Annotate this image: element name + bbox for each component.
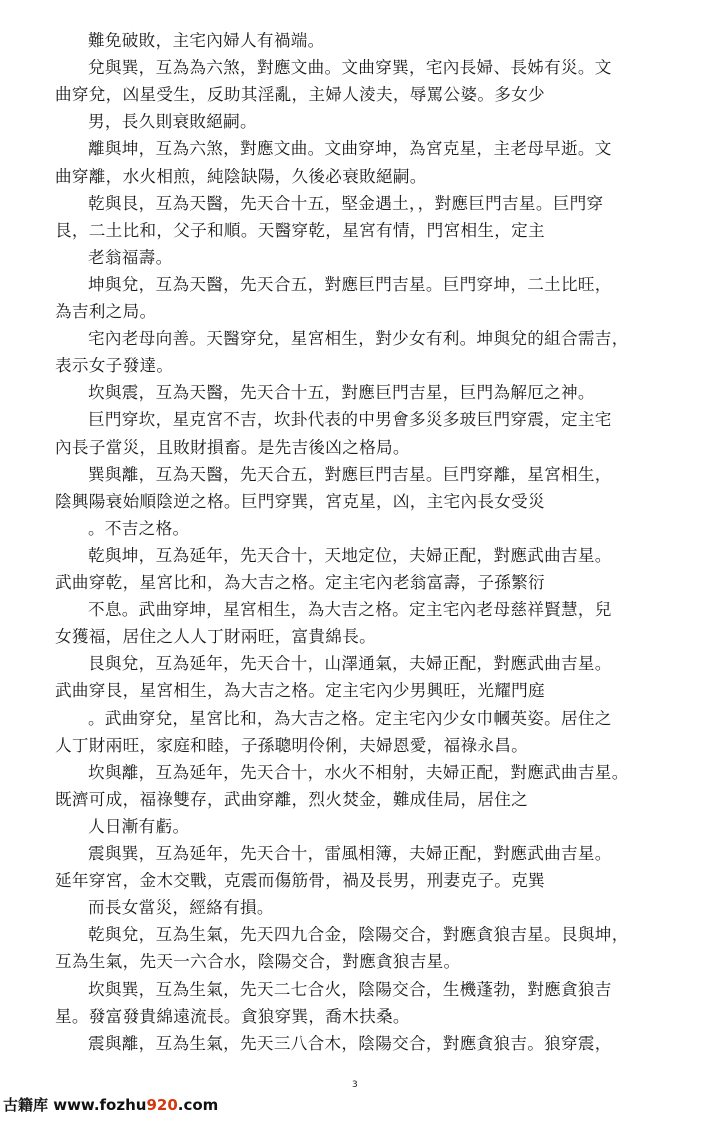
text-line: 。不吉之格。 bbox=[88, 518, 190, 538]
text-line: 。武曲穿兌，星宮比和，為大吉之格。定主宅內少女巾幗英姿。居住之 bbox=[88, 708, 612, 728]
watermark-number: 920 bbox=[146, 1096, 178, 1114]
text-line: 曲穿兌，凶星受生，反助其淫亂，主婦人淩夫，辱罵公婆。多女少 bbox=[55, 85, 545, 105]
text-line: 女獲福，居住之人人丁財兩旺，富貴綿長。 bbox=[55, 627, 376, 647]
text-line: 武曲穿乾，星宮比和，為大吉之格。定主宅內老翁富壽，子孫繁衍 bbox=[55, 573, 545, 592]
text-line: 艮與兌，互為延年，先天合十，山澤通氣，夫婦正配，對應武曲吉星。 bbox=[88, 654, 612, 674]
text-line: 武曲穿艮，星宮相生，為大吉之格。定主宅內少男興旺，光耀門庭 bbox=[55, 681, 545, 701]
text-line: 巽與離，互為天醫，先天合五，對應巨門吉星。巨門穿離，星宮相生， bbox=[88, 464, 612, 484]
text-line: 曲穿離，水火相煎，純陰缺陽，久後必衰敗絕嗣。 bbox=[55, 166, 427, 186]
text-line: 既濟可成，福祿雙存，武曲穿離，烈火焚金，難成佳局，居住之 bbox=[55, 789, 529, 809]
text-line: 宅內老母向善。天醫穿兌，星宮相生，對少女有利。坤與兌的組合需吉， bbox=[88, 329, 629, 349]
text-line: 延年穿宮，金木交戰，克震而傷筋骨，禍及長男，刑妻克子。克巽 bbox=[55, 871, 545, 891]
text-line: 人丁財兩旺，家庭和睦，子孫聰明伶俐，夫婦恩愛，福祿永昌。 bbox=[55, 735, 529, 755]
text-line: 老翁福壽。 bbox=[88, 247, 173, 267]
watermark-prefix: 古籍库 www.fozhu bbox=[3, 1096, 147, 1114]
text-line: 互為生氣，先天一六合水，陰陽交合，對應貪狼吉星。 bbox=[55, 952, 461, 972]
text-line: 男，長久則衰敗絕嗣。 bbox=[88, 112, 257, 132]
text-line: 而長女當災，經絡有損。 bbox=[88, 898, 274, 918]
text-line: 難免破敗，主宅內婦人有禍端。 bbox=[88, 31, 325, 50]
text-line: 坎與離，互為延年，先天合十，水火不相射，夫婦正配，對應武曲吉星。 bbox=[88, 762, 629, 782]
text-line: 乾與坤，互為延年，先天合十，天地定位，夫婦正配，對應武曲吉星。 bbox=[88, 545, 612, 565]
text-line: 巨門穿坎，星克宮不吉，坎卦代表的中男會多災多玻巨門穿震，定主宅 bbox=[88, 410, 612, 430]
text-line: 乾與兌，互為生氣，先天四九合金，陰陽交合，對應貪狼吉星。艮與坤， bbox=[88, 925, 629, 945]
text-line: 兌與巽，互為為六煞，對應文曲。文曲穿巽，宅內長婦、長姊有災。文 bbox=[88, 58, 612, 78]
text-line: 星。發富發貴綿遠流長。貪狼穿巽，喬木扶桑。 bbox=[55, 1006, 410, 1026]
text-line: 震與離，互為生氣，先天三八合木，陰陽交合，對應貪狼吉。狼穿震， bbox=[88, 1033, 612, 1053]
text-line: 坤與兌，互為天醫，先天合五，對應巨門吉星。巨門穿坤，二土比旺， bbox=[88, 274, 612, 294]
text-line: 乾與艮，互為天醫，先天合十五，堅金遇土，，對應巨門吉星。巨門穿 bbox=[88, 193, 604, 213]
text-line: 內長子當災，且敗財損畜。是先吉後凶之格局。 bbox=[55, 437, 410, 457]
text-line: 坎與巽，互為生氣，先天二七合火，陰陽交合，生機蓬勃，對應貪狼吉 bbox=[88, 979, 612, 999]
text-line: 離與坤，互為六煞，對應文曲。文曲穿坤，為宮克星，主老母早逝。文 bbox=[88, 139, 612, 159]
text-line: 人日漸有虧。 bbox=[88, 816, 190, 836]
text-line: 不息。武曲穿坤，星宮相生，為大吉之格。定主宅內老母慈祥賢慧，兒 bbox=[88, 600, 612, 620]
text-line: 陰興陽衰始順陰逆之格。巨門穿巽，宮克星，凶，主宅內長女受災 bbox=[55, 491, 545, 511]
site-watermark bbox=[0, 1094, 303, 1116]
text-line: 坎與震，互為天醫，先天合十五，對應巨門吉星，巨門為解厄之神。 bbox=[88, 383, 595, 403]
text-line: 震與巽，互為延年，先天合十，雷風相簿，夫婦正配，對應武曲吉星。 bbox=[88, 844, 612, 863]
page-number: 3 bbox=[352, 1080, 358, 1090]
text-line: 表示女子發達。 bbox=[55, 356, 174, 376]
text-line: 為吉利之局。 bbox=[55, 302, 157, 321]
watermark-suffix: .com bbox=[177, 1096, 219, 1114]
text-line: 艮，二土比和，父子和順。天醫穿乾，星宮有情，門宮相生，定主 bbox=[55, 220, 545, 240]
